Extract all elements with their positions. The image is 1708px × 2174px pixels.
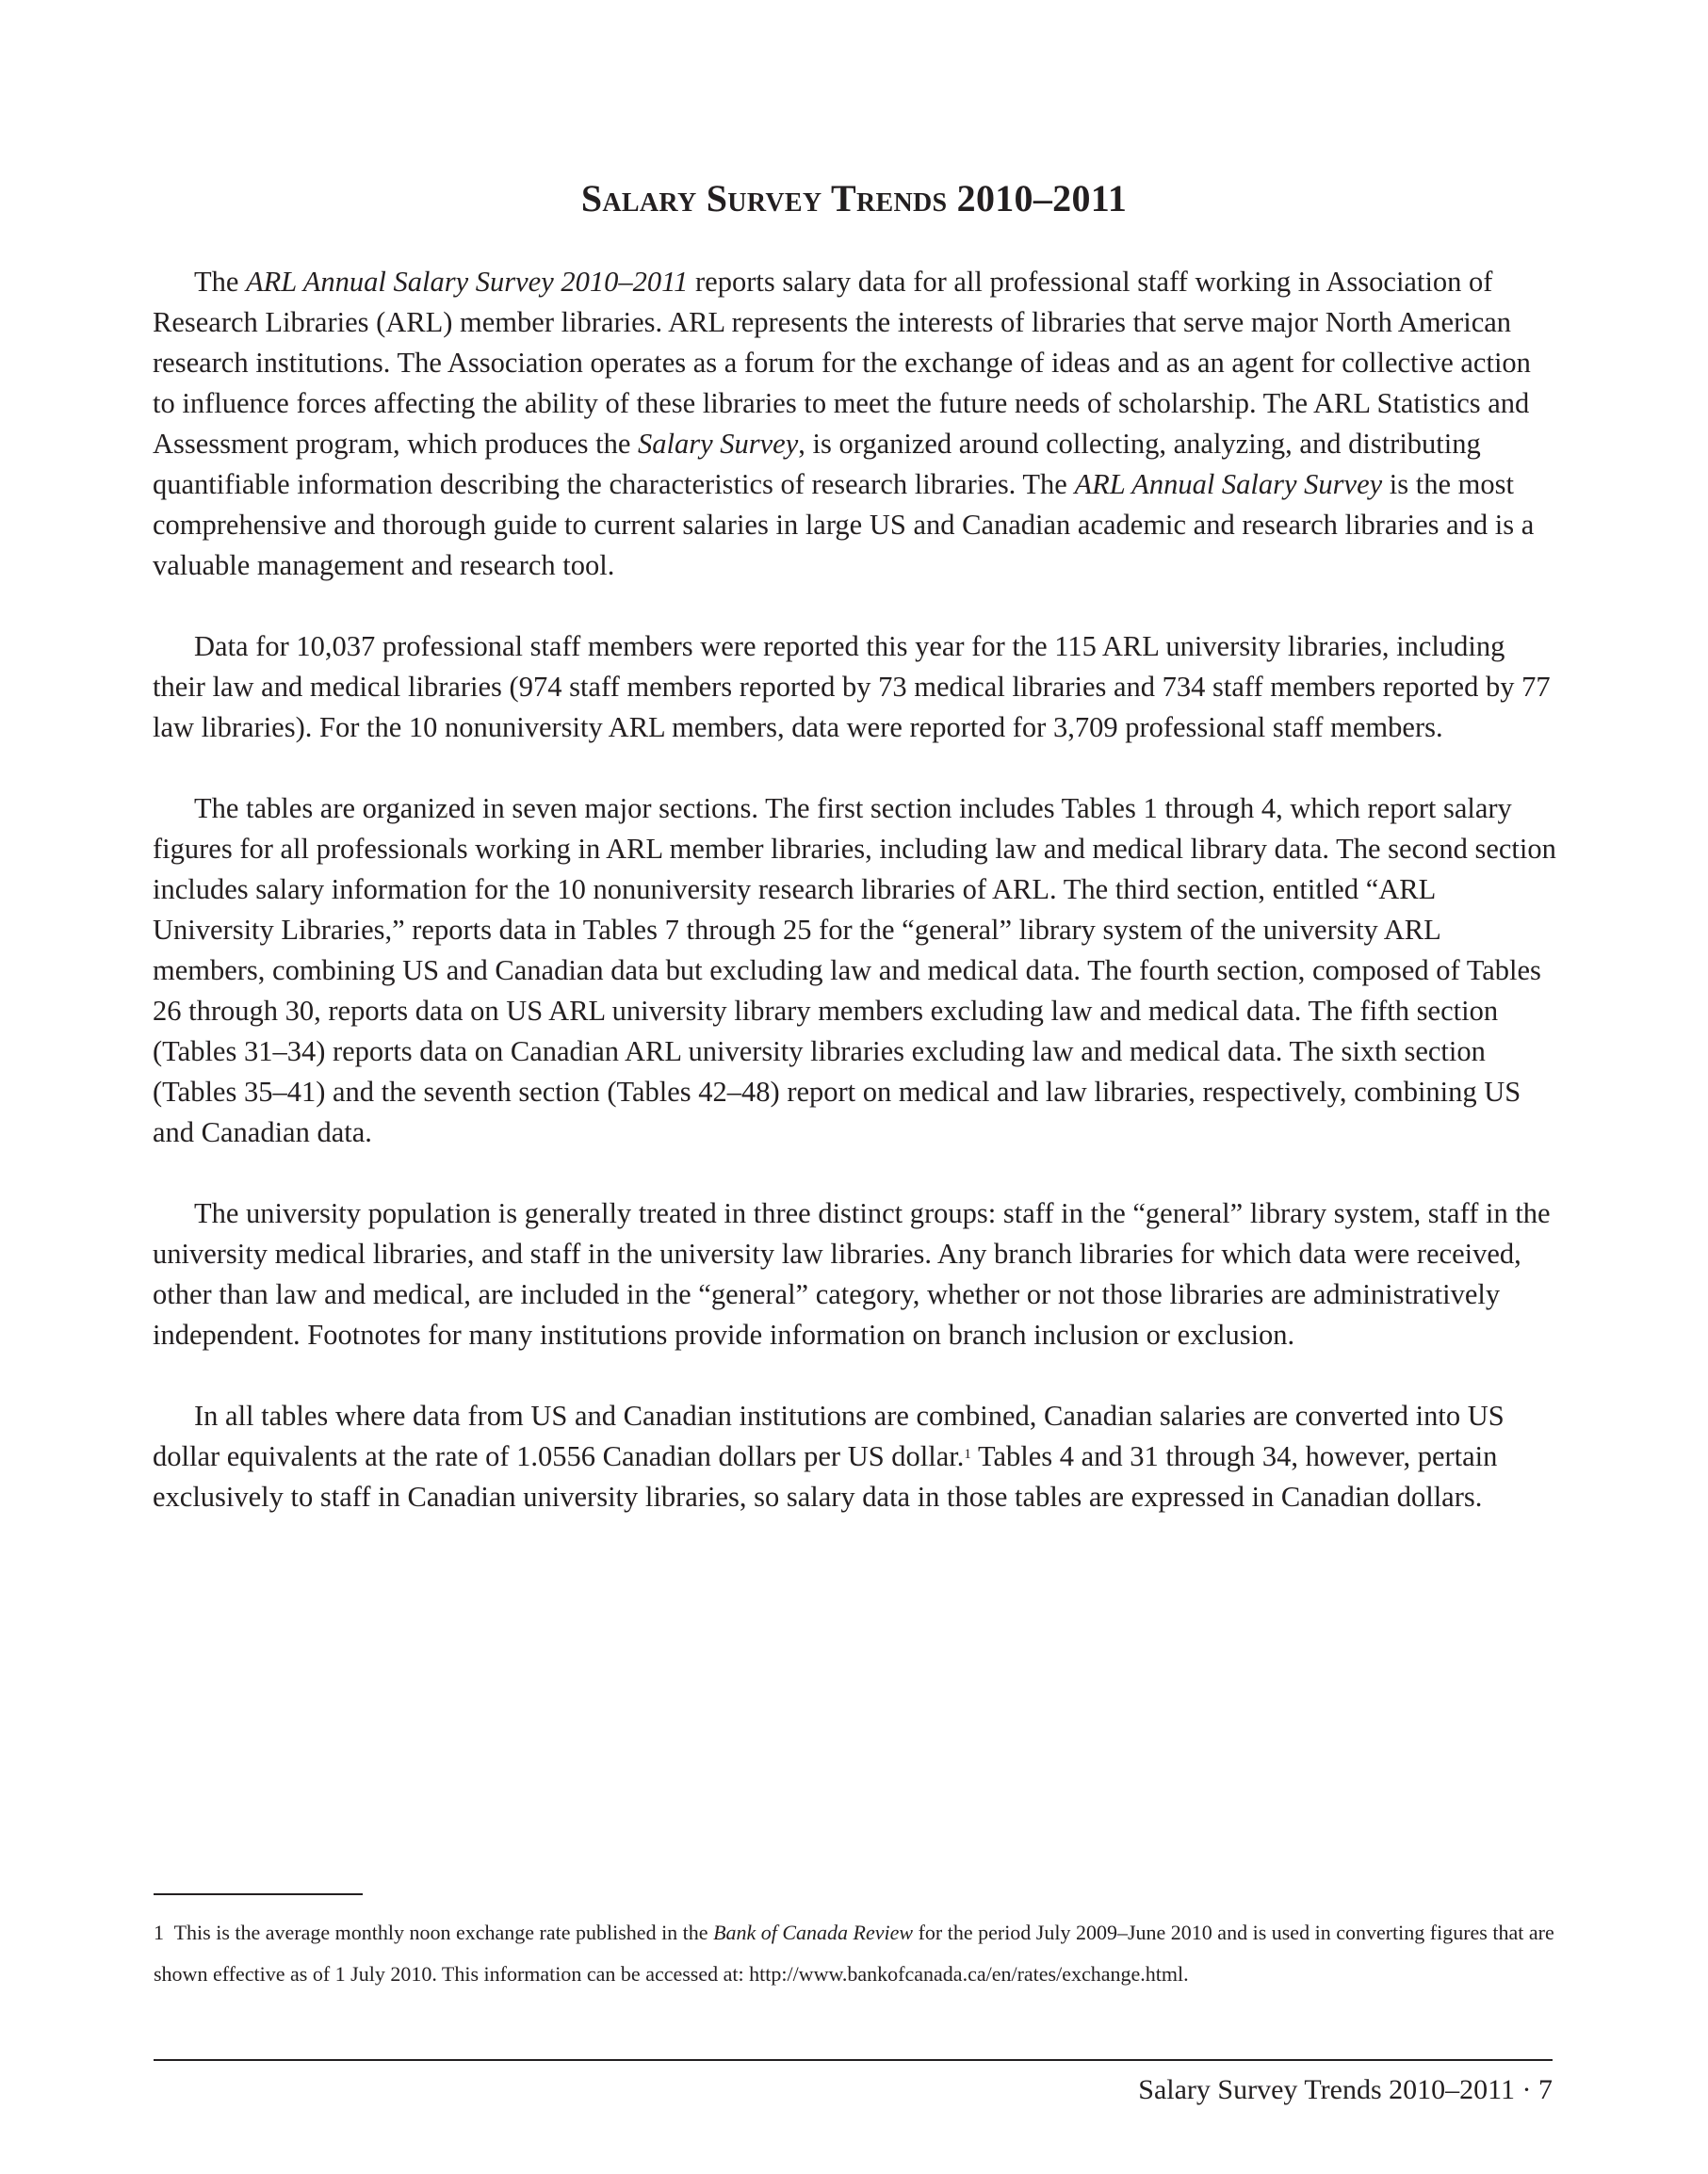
footnote-reference: 1	[964, 1447, 971, 1462]
italic-title: Salary Survey	[638, 428, 799, 460]
paragraph-university-population	[153, 1193, 1556, 1355]
text-run: , is organized around collecting, analyzing, and distributing quantifiable information describing the characteristics of research libraries. The	[153, 428, 1481, 500]
text-run: The university population is generally treated in three distinct groups: staff in the “general” library system, staff in the university medical libraries, and staff in the university law libraries. Any branch libraries for which data were received, other than law and medical, are included in the “general” category, whether or not those libraries are administratively independent. Footnotes for many institutions provide information on branch inclusion or exclusion.	[153, 1197, 1551, 1351]
running-footer-page-number: Salary Survey Trends 2010–2011 · 7	[1138, 2074, 1553, 2105]
paragraph-data-counts	[153, 626, 1556, 748]
text-run: Data for 10,037 professional staff members were reported this year for the 115 ARL university libraries, including their law and medical libraries (974 staff members reported by 73 medical libraries and 734 staff members reported by 77 law libraries). For the 10 nonuniversity ARL members, data were reported for 3,709 professional staff members.	[153, 630, 1551, 743]
text-run: The	[194, 266, 247, 298]
paragraph-currency-conversion	[153, 1396, 1556, 1517]
italic-title: ARL Annual Salary Survey 2010–2011	[246, 266, 689, 298]
text-run: for the period July 2009–June 2010 and is used in converting figures that are shown effective as of 1 July 2010. This information can be accessed at: http://www.bankofcanada.ca/en/rates/exchange.html.	[154, 1921, 1554, 1986]
body-text	[153, 262, 1556, 1558]
page-title: Salary Survey Trends 2010–2011	[580, 176, 1128, 219]
text-run: In all tables where data from US and Canadian institutions are combined, Canadian salaries are converted into US dollar equivalents at the rate of 1.0556 Canadian dollars per US dollar.	[153, 1400, 1505, 1472]
text-run: Tables 4 and 31 through 34, however, pertain exclusively to staff in Canadian university libraries, so salary data in those tables are expressed in Canadian dollars.	[153, 1440, 1498, 1513]
footnote-divider	[154, 1893, 363, 1895]
footnote-number: 1	[154, 1921, 164, 1944]
footnote	[154, 1912, 1562, 1995]
text-run: This is the average monthly noon exchange rate published in the	[173, 1921, 714, 1944]
paragraph-table-sections	[153, 788, 1556, 1153]
text-run: is the most comprehensive and thorough guide to current salaries in large US and Canadian academic and research libraries and is a valuable management and research tool.	[153, 468, 1535, 581]
paragraph-intro	[153, 262, 1556, 586]
footnote-text	[154, 1921, 1554, 1986]
text-run: The tables are organized in seven major sections. The first section includes Tables 1 through 4, which report salary figures for all professionals working in ARL member libraries, including law and medical library data. The second section includes salary information for the 10 nonuniversity research libraries of ARL. The third section, entitled “ARL University Libraries,” reports data in Tables 7 through 25 for the “general” library system of the university ARL members, combining US and Canadian data but excluding law and medical data. The fourth section, composed of Tables 26 through 30, reports data on US ARL university library members excluding law and medical data. The fifth section (Tables 31–34) reports data on Canadian ARL university libraries excluding law and medical data. The sixth section (Tables 35–41) and the seventh section (Tables 42–48) report on medical and law libraries, respectively, combining US and Canadian data.	[153, 792, 1556, 1148]
text-run: reports salary data for all professional staff working in Association of Research Libraries (ARL) member libraries. ARL represents the interests of libraries that serve major North American research institutions. The Association operates as a forum for the exchange of ideas and as an agent for collective action to influence forces affecting the ability of these libraries to meet the future needs of scholarship. The ARL Statistics and Assessment program, which produces the	[153, 266, 1531, 460]
italic-title: ARL Annual Salary Survey	[1074, 468, 1383, 500]
italic-title: Bank of Canada Review	[713, 1921, 914, 1944]
footer-divider	[154, 2059, 1553, 2061]
